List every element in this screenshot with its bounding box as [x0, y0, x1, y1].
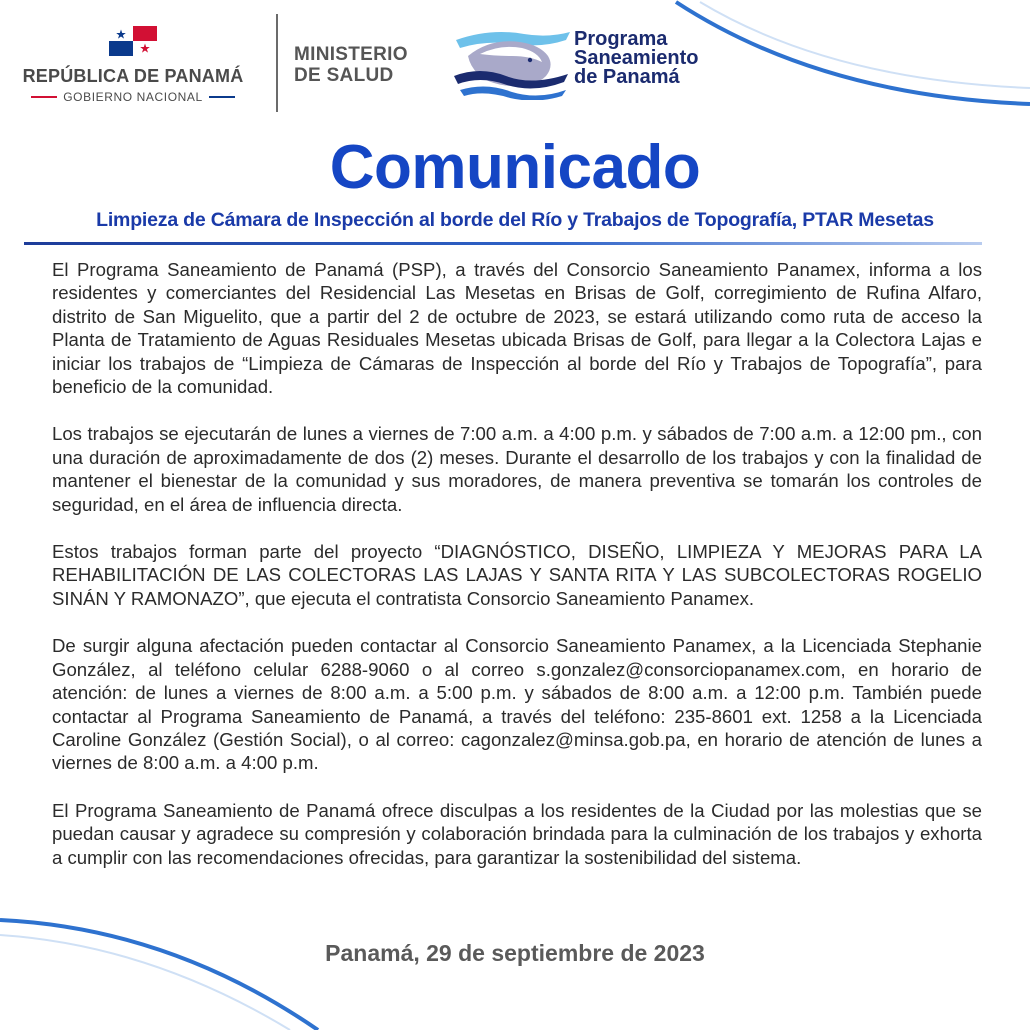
panama-flag-icon: [109, 26, 157, 56]
program-line-3: de Panamá: [574, 66, 680, 88]
header-divider: [276, 14, 278, 112]
program-name: [574, 30, 754, 87]
body-text: [52, 258, 982, 893]
paragraph-4: De surgir alguna afectación pueden contactar al Consorcio Saneamiento Panamex, a la Licenciada Stephanie González, al teléfono celular 6288-9060 o al correo s.gonzalez@consorciopanamex.com, en horario de atención: de lunes a viernes de 8:00 a.m. a 5:00 p.m. y sábados de 8:00 a.m. a 12:00 p.m. También puede contactar al Programa Saneamiento de Panamá, a través del teléfono: 235-8601 ext. 1258 a la Licenciada Caroline González (Gestión Social), o al correo: cagonzalez@minsa.gob.pa, en horario de atención de lunes a viernes de 8:00 a.m. a 4:00 p.m.: [52, 635, 982, 774]
ministry-line-1: MINISTERIO: [294, 44, 408, 65]
program-line-2: Saneamiento: [574, 47, 699, 69]
paragraph-1: El Programa Saneamiento de Panamá (PSP), a través del Consorcio Saneamiento Panamex, informa a los residentes y comerciantes del Residencial Las Mesetas en Brisas de Golf, corregimiento de Rufina Alfaro, distrito de San Miguelito, que a partir del 2 de octubre de 2023, se estará utilizando como ruta de acceso la Planta de Tratamiento de Aguas Residuales Mesetas ubicada Brisas de Golf, para llegar a la Colectora Lajas e iniciar los trabajos de “Limpieza de Cámaras de Inspección al borde del Río y Trabajos de Topografía”, para beneficio de la comunidad.: [52, 259, 982, 398]
paragraph-2: Los trabajos se ejecutarán de lunes a viernes de 7:00 a.m. a 4:00 p.m. y sábados de 7:00 a.m. a 12:00 pm., con una duración de aproximadamente de dos (2) meses. Durante el desarrollo de los trabajos y con la finalidad de mantener el bienestar de la comunidad y sus moradores, de manera preventiva se tomarán los controles de seguridad, en el área de influencia directa.: [52, 423, 982, 515]
ministry-line-2: DE SALUD: [294, 65, 394, 86]
page-title: Comunicado: [329, 133, 701, 202]
program-line-1: Programa: [574, 28, 668, 50]
paragraph-5: El Programa Saneamiento de Panamá ofrece disculpas a los residentes de la Ciudad por las molestias que se puedan causar y agradece su compresión y colaboración brindada para la culminación de los trabajos y exhorta a cumplir con las recomendaciones ofrecidas, para garantizar la sostenibilidad del sistema.: [52, 799, 982, 868]
republic-name: REPÚBLICA DE PANAMÁ: [22, 66, 244, 86]
left-accent-line: [31, 96, 57, 98]
dolphin-waves-logo-icon: [450, 26, 572, 100]
government-label-row: [14, 90, 252, 104]
title-underline: [24, 242, 982, 245]
date-line: Panamá, 29 de septiembre de 2023: [325, 940, 705, 966]
page-subtitle: Limpieza de Cámara de Inspección al borde del Río y Trabajos de Topografía, PTAR Mesetas: [96, 209, 934, 231]
government-label: GOBIERNO NACIONAL: [63, 90, 203, 104]
paragraph-3: Estos trabajos forman parte del proyecto “DIAGNÓSTICO, DISEÑO, LIMPIEZA Y MEJORAS PARA LA REHABILITACIÓN DE LAS COLECTORAS LAS LAJAS Y SANTA RITA Y LAS SUBCOLECTORAS ROGELIO SINÁN Y RAMONAZO”, que ejecuta el contratista Consorcio Saneamiento Panamex.: [52, 541, 982, 609]
right-accent-line: [209, 96, 235, 98]
ministry-name: [294, 44, 444, 86]
